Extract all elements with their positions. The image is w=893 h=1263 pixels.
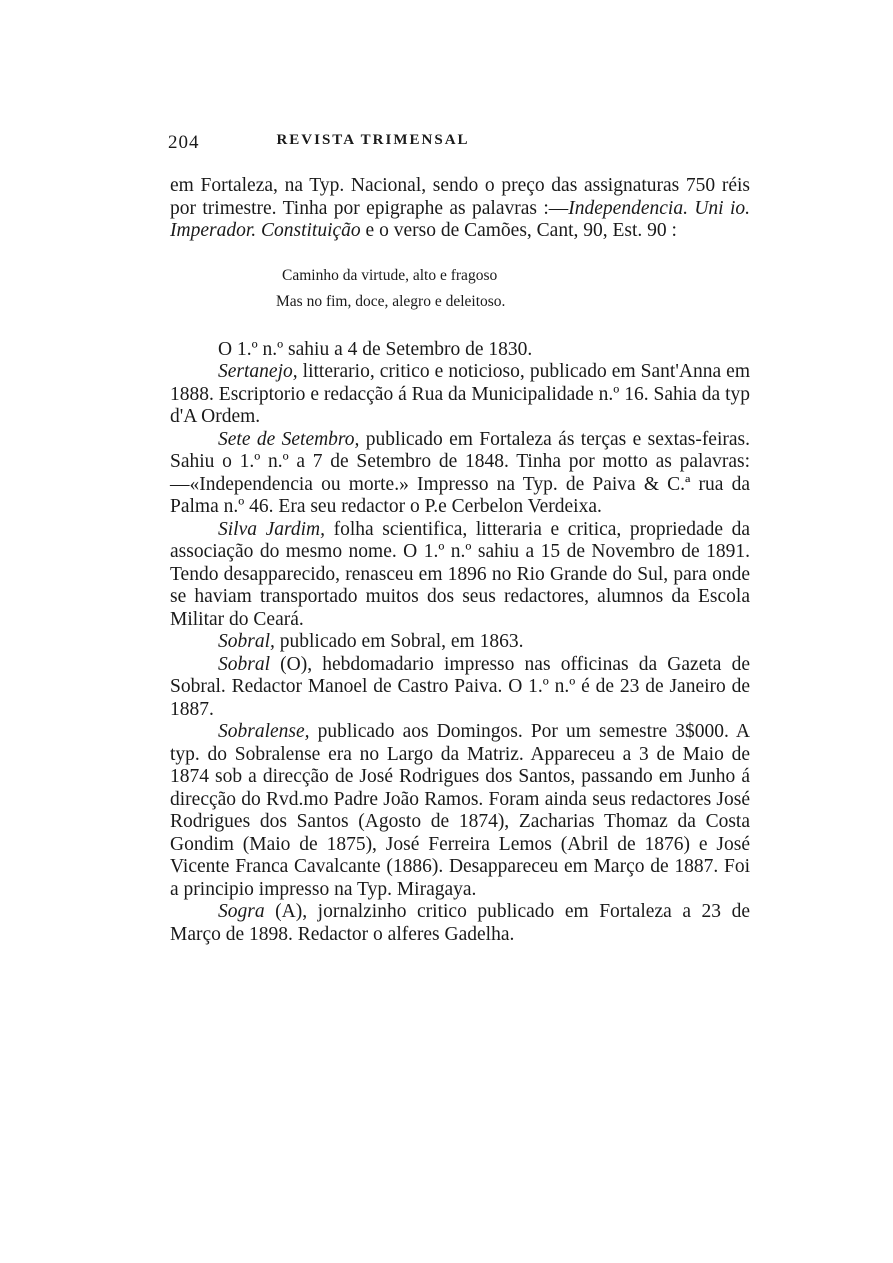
entry-paragraph [170, 339, 750, 362]
entry-title: Sete de Setembro, [218, 428, 360, 450]
intro-paragraph [170, 175, 750, 243]
verse-line: Caminho da virtude, alto e fragoso [282, 266, 498, 284]
entry-text: litterario, critico e noticioso, publicado em Sant'Anna em 1888. Escriptorio e redacção á Rua da Municipalidade n.º 16. Sahia da typ d'A Ordem. [170, 361, 750, 427]
body-text [170, 175, 750, 946]
entry-text: folha scientifica, litteraria e critica, propriedade da associação do mesmo nome. O 1.º n.º sahiu a 15 de Novembro de 1891. Tendo desapparecido, renasceu em 1896 no Rio Grande do Sul, para onde se haviam transportado muitos dos seus redactores, alumnos da Escola Militar do Ceará. [170, 518, 750, 630]
intro-text-end: e o verso de Camões, Cant, 90, Est. 90 : [360, 220, 677, 241]
entry-title: Sertanejo, [218, 361, 298, 382]
entry-paragraph [170, 901, 750, 946]
entry-text: publicado aos Domingos. Por um semestre 3$000. A typ. do Sobralense era no Largo da Matriz. Appareceu a 3 de Maio de 1874 sob a direcção de José Rodrigues dos Santos, passando em Junho á direcção do Rvd.mo Padre João Ramos. Foram ainda seus redactores José Rodrigues dos Santos (Agosto de 1874), Zacharias Thomaz da Costa Gondim (Maio de 1875), José Ferreira Lemos (Abril de 1876) e José Vicente Franca Cavalcante (1886). Desappareceu em Março de 1887. Foi a principio impresso na Typ. Miragaya. [170, 721, 750, 900]
entry-paragraph [170, 721, 750, 901]
entry-title: Sobral, [218, 631, 275, 652]
epigraph-words: Independencia. Uni io. Imperador. Constituição [170, 197, 750, 241]
entry-text: (O), hebdomadario impresso nas officinas da Gazeta de Sobral. Redactor Manoel de Castro Paiva. O 1.º n.º é de 23 de Janeiro de 1887. [170, 653, 750, 720]
verse-line: Mas no fim, doce, alegro e deleitoso. [276, 292, 506, 310]
running-title: REVISTA TRIMENSAL [276, 132, 470, 148]
entry-paragraph [170, 519, 750, 632]
entry-text: (A), jornalzinho critico publicado em Fortaleza a 23 de Março de 1898. Redactor o alferes Gadelha. [170, 901, 750, 945]
entry-text: O 1.º n.º sahiu a 4 de Setembro de 1830. [218, 338, 533, 360]
entry-title: Sobral [218, 653, 271, 675]
verse-quote [276, 263, 750, 315]
entry-paragraph [170, 654, 750, 722]
page-number: 204 [168, 132, 200, 153]
entry-title: Sobralense, [218, 721, 310, 742]
entry-paragraph [170, 429, 750, 519]
entry-title: Silva Jardim, [218, 518, 325, 540]
entry-paragraph [170, 631, 750, 654]
entry-paragraph [170, 361, 750, 429]
entry-title: Sogra [218, 901, 265, 922]
entry-text: publicado em Sobral, em 1863. [274, 631, 524, 652]
intro-text: em Fortaleza, na Typ. Nacional, sendo o preço das assignaturas 750 réis por trimestre. Tinha por epigraphe as palavras :— [170, 175, 750, 219]
entry-text: publicado em Fortaleza ás terças e sextas-feiras. Sahiu o 1.º n.º a 7 de Setembro de 1848. Tinha por motto as palavras: —«Independencia ou morte.» Impresso na Typ. de Paiva & C.ª rua da Palma n.º 46. Era seu redactor o P.e Cerbelon Verdeixa. [170, 428, 750, 517]
